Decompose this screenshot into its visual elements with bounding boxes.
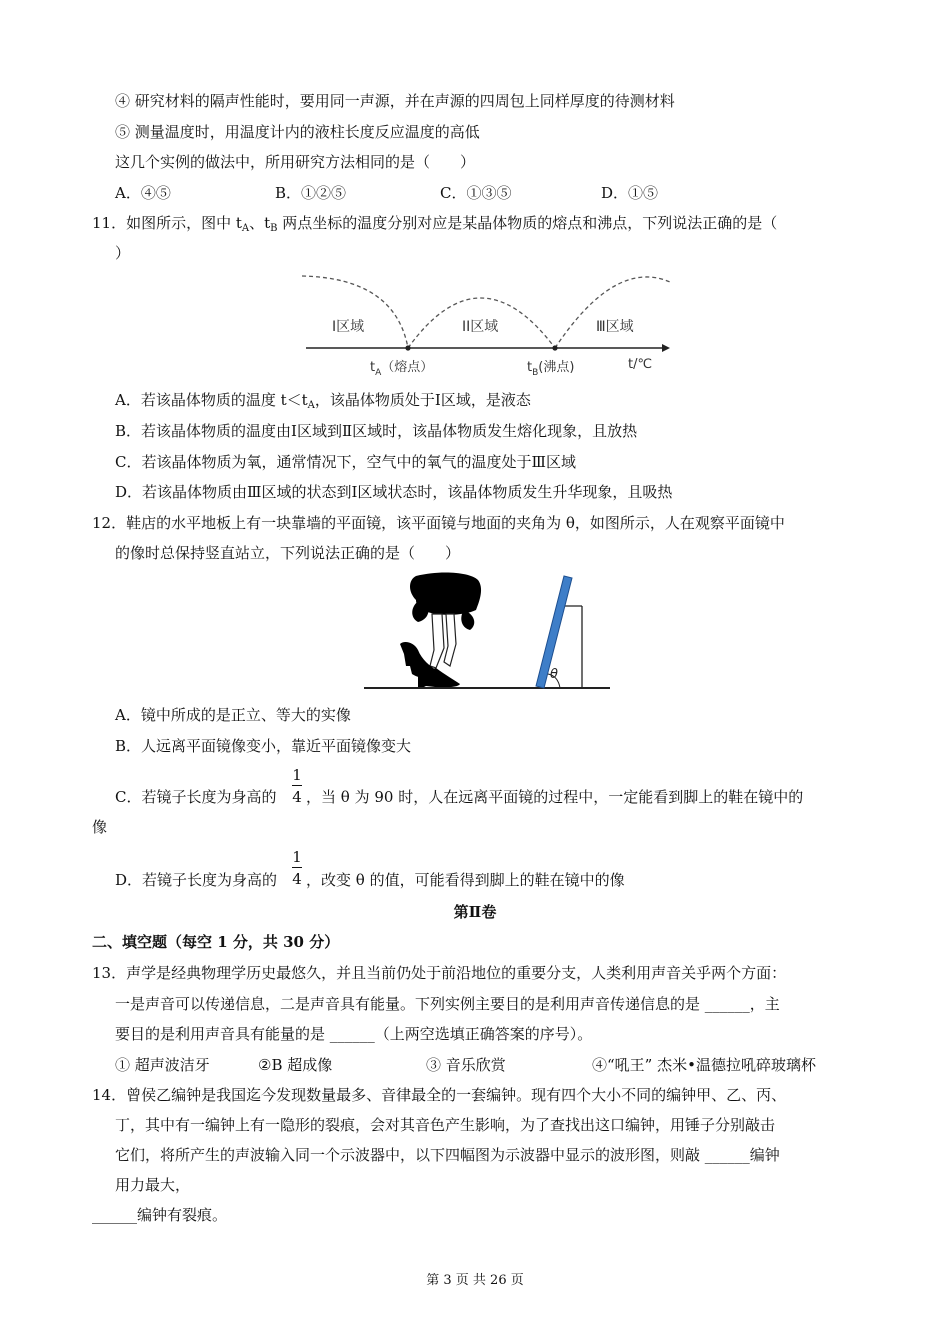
q11-stem [92, 213, 777, 239]
q11-stem-part: 11．如图所示，图中 t [92, 214, 242, 232]
q11-option-d: D．若该晶体物质由Ⅲ区域的状态到Ⅰ区域状态时，该晶体物质发生升华现象，且吸热 [115, 483, 673, 501]
q11-arc-1 [302, 276, 408, 348]
q12-person-leg-left [430, 614, 444, 668]
q12-option-d-frac-num: 1 [292, 848, 302, 866]
q14-line-2: 丁，其中有一编钟上有一隐形的裂痕，会对其音色产生影响，为了查找出这口编钟，用锤子分别敲击 [115, 1116, 776, 1134]
q11-ta-text: （熔点） [381, 360, 434, 375]
q12-mirror-figure [360, 570, 615, 695]
q10-option-d: D．①⑤ [601, 184, 659, 202]
q12-option-d-rest: ，改变 θ 的值，可能看得到脚上的鞋在镜中的像 [306, 871, 625, 889]
q11-region-2: II区域 [462, 319, 499, 335]
q11-option-a-part: A．若该晶体物质的温度 t＜t [115, 391, 308, 409]
q12-option-c-frac-bar [292, 785, 302, 786]
q10-stem: 这几个实例的做法中，所用研究方法相同的是（ ） [115, 153, 476, 171]
section-heading-fill-blank: 二、填空题（每空 1 分，共 30 分） [92, 933, 340, 951]
q13-line-3: 要目的是利用声音具有能量的是 ______（上两空选填正确答案的序号）。 [115, 1025, 593, 1043]
q11-option-a-part: ，该晶体物质处于Ⅰ区域，是液态 [314, 391, 531, 409]
q11-phase-diagram [290, 268, 690, 380]
q13-choice-1: ① 超声波洁牙 [115, 1056, 210, 1074]
q12-stem-line-2: 的像时总保持竖直站立，下列说法正确的是（ ） [115, 544, 461, 562]
q12-option-a: A．镜中所成的是正立、等大的实像 [115, 706, 351, 724]
q11-tb-sub: B [532, 368, 539, 378]
q11-stem-sub-b: B [270, 223, 278, 234]
q14-line-5: ______编钟有裂痕。 [92, 1206, 228, 1224]
q13-choice-2: ②B 超成像 [258, 1056, 333, 1074]
q12-person-leg-right [444, 614, 456, 666]
q13-line-2: 一是声音可以传递信息，二是声音具有能量。下列实例主要目的是利用声音传递信息的是 ______，主 [115, 995, 780, 1013]
q11-tb-label [527, 359, 574, 378]
part-2-title: 第Ⅱ卷 [453, 903, 497, 921]
q11-axis-label: t/℃ [628, 357, 653, 372]
q14-line-3: 它们，将所产生的声波输入同一个示波器中，以下四幅图为示波器中显示的波形图，则敲 ______编钟 [115, 1146, 780, 1164]
q10-item-5: ⑤ 测量温度时，用温度计内的液柱长度反应温度的高低 [115, 123, 480, 141]
q13-choice-3: ③ 音乐欣赏 [426, 1056, 506, 1074]
q12-option-d-frac-den: 4 [292, 870, 302, 888]
q11-point-ta [405, 345, 410, 350]
q12-option-c-rest: ，当 θ 为 90 时，人在远离平面镜的过程中，一定能看到脚上的鞋在镜中的 [306, 788, 804, 806]
q10-option-b: B．①②⑤ [275, 184, 347, 202]
q11-region-1: Ⅰ区域 [332, 319, 365, 335]
q12-option-c: C．若镜子长度为身高的 [115, 788, 277, 806]
q12-option-c-frac-num: 1 [292, 766, 302, 784]
q11-region-3: Ⅲ区域 [596, 319, 634, 335]
q14-line-4: 用力最大， [115, 1176, 191, 1194]
q10-option-a: A．④⑤ [115, 184, 171, 202]
page-footer: 第 3 页 共 26 页 [426, 1273, 524, 1288]
q11-arc-3 [555, 277, 670, 348]
q12-stem-line-1: 12．鞋店的水平地板上有一块靠墙的平面镜，该平面镜与地面的夹角为 θ，如图所示，人在观察平面镜中 [92, 514, 785, 532]
q12-option-b: B．人远离平面镜像变小，靠近平面镜像变大 [115, 737, 412, 755]
q11-ta-sub: A [375, 368, 382, 378]
q12-option-c-frac-den: 4 [292, 788, 302, 806]
q12-theta-label: θ [550, 667, 558, 682]
q13-line-1: 13．声学是经典物理学历史最悠久，并且当前仍处于前沿地位的重要分支，人类利用声音关乎两个方面： [92, 964, 787, 982]
q11-tb-t: t [527, 360, 533, 375]
q11-stem-part: 、t [249, 214, 271, 232]
q11-ta-label [370, 359, 433, 378]
q11-option-c: C．若该晶体物质为氧，通常情况下，空气中的氧气的温度处于Ⅲ区域 [115, 453, 576, 471]
q10-option-c: C．①③⑤ [440, 184, 512, 202]
q11-stem-sub-a: A [241, 223, 250, 234]
q13-choice-4: ④“吼王” 杰米•温德拉吼碎玻璃杯 [592, 1056, 816, 1074]
q11-tb-text: (沸点) [538, 360, 575, 375]
q10-item-4: ④ 研究材料的隔声性能时，要用同一声源，并在声源的四周包上同样厚度的待测材料 [115, 92, 675, 110]
q11-option-a-sub: A [307, 400, 315, 411]
q12-option-c-continued: 像 [92, 818, 108, 836]
q11-ta-t: t [370, 360, 376, 375]
q11-option-b: B．若该晶体物质的温度由Ⅰ区域到Ⅱ区域时，该晶体物质发生熔化现象，且放热 [115, 422, 638, 440]
q11-axis-arrow [662, 344, 670, 352]
q14-line-1: 14．曾侯乙编钟是我国迄今发现数量最多、音律最全的一套编钟。现有四个大小不同的编钟甲、乙、丙、 [92, 1086, 787, 1104]
q12-option-d-frac-bar [292, 867, 302, 868]
q12-person-skirt-right [461, 610, 474, 630]
q11-stem-continued: ） [115, 244, 131, 262]
q11-option-a [115, 390, 531, 416]
q11-point-tb [552, 345, 557, 350]
q12-option-d: D．若镜子长度为身高的 [115, 871, 278, 889]
q11-stem-part: 两点坐标的温度分别对应是某晶体物质的熔点和沸点，下列说法正确的是（ [277, 214, 778, 232]
